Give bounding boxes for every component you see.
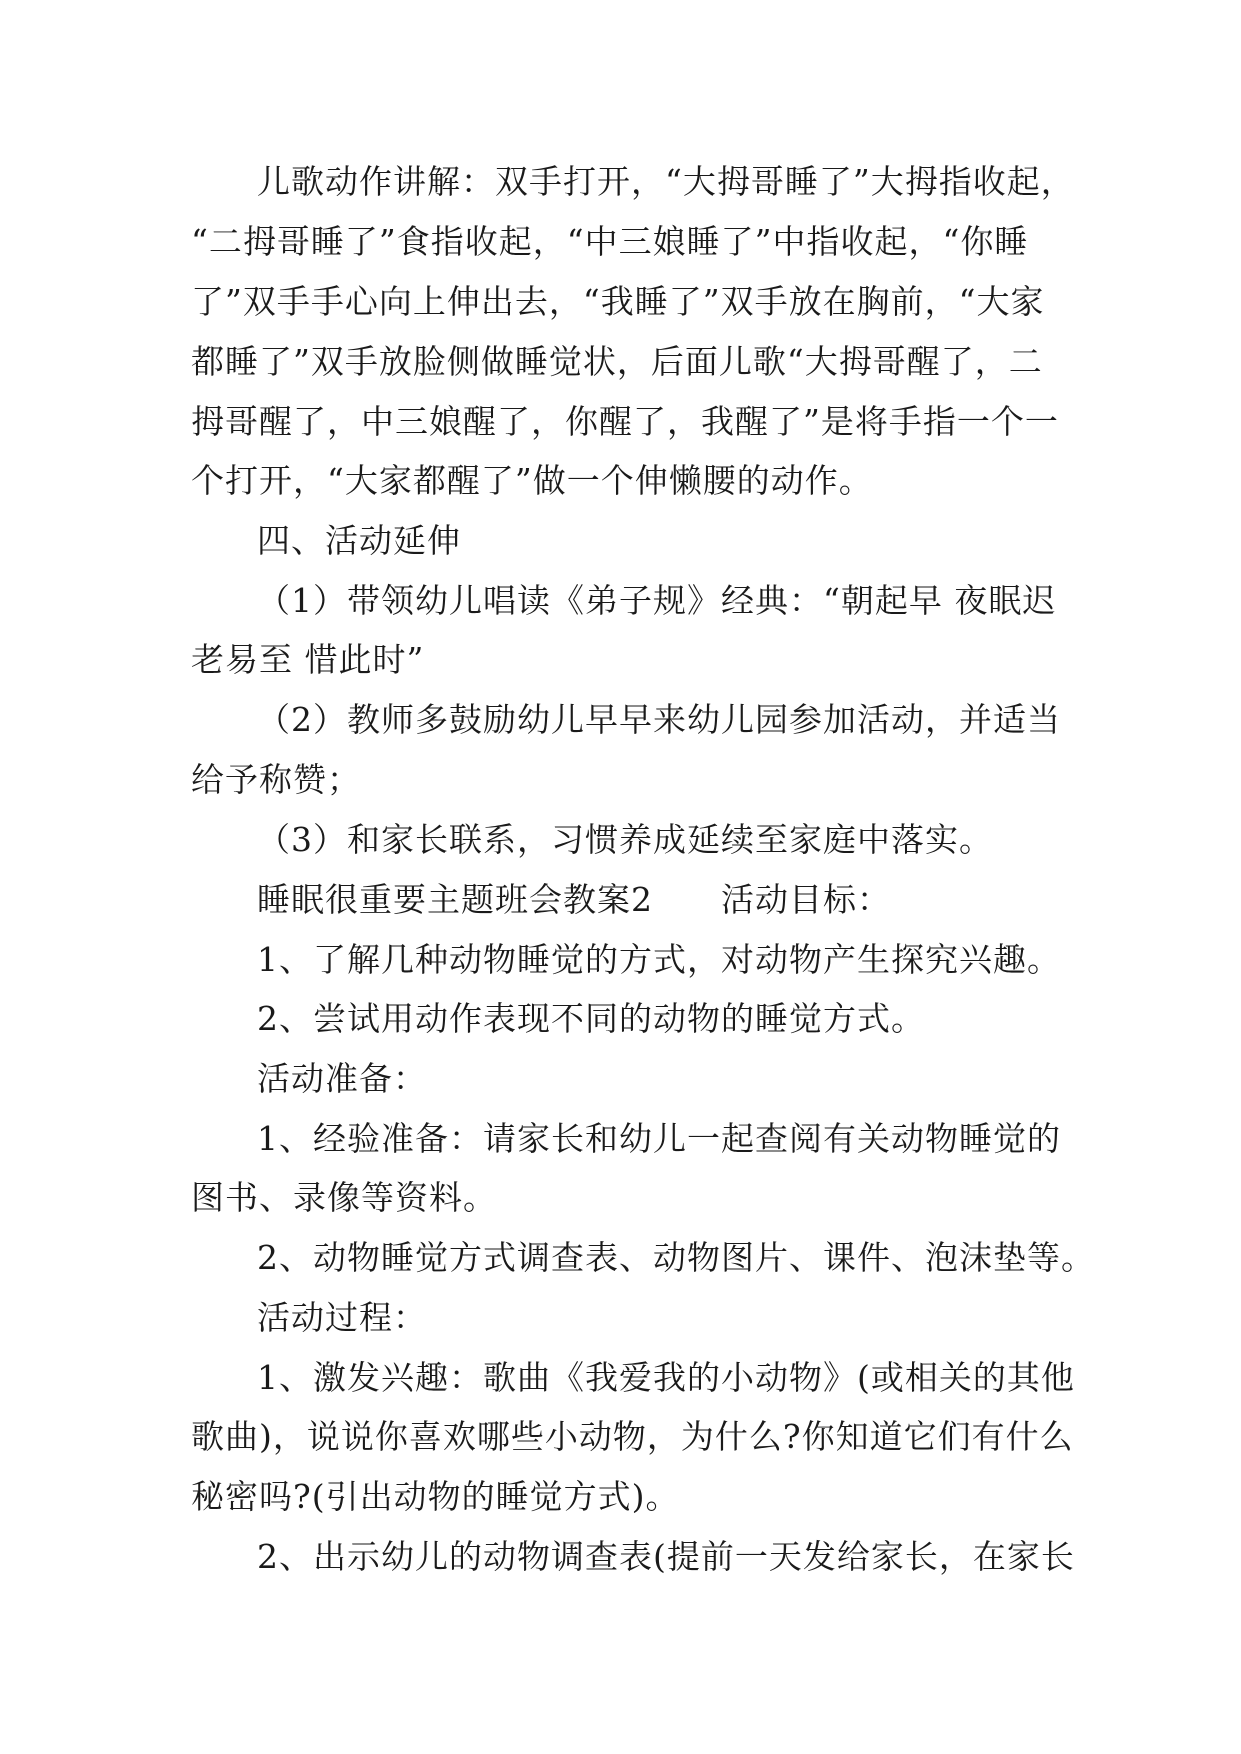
text-line: （3）和家长联系，习惯养成延续至家庭中落实。	[257, 820, 993, 859]
text-line: 图书、录像等资料。	[191, 1178, 497, 1217]
text-line: （2）教师多鼓励幼儿早早来幼儿园参加活动，并适当	[257, 700, 1061, 739]
text-line: （1）带领幼儿唱读《弟子规》经典：“朝起早 夜眠迟	[257, 581, 1057, 620]
section-heading: 四、活动延伸	[257, 521, 461, 560]
text-line: 1、了解几种动物睡觉的方式，对动物产生探究兴趣。	[257, 940, 1061, 979]
text-line: 秘密吗?(引出动物的睡觉方式)。	[191, 1477, 680, 1516]
text-line: 老易至 惜此时”	[191, 640, 425, 679]
text-line: 歌曲)，说说你喜欢哪些小动物，为什么?你知道它们有什么	[191, 1417, 1074, 1456]
text-line: 个打开，“大家都醒了”做一个伸懒腰的动作。	[191, 461, 873, 500]
text-line: 给予称赞；	[191, 760, 361, 799]
text-line: 1、激发兴趣：歌曲《我爱我的小动物》(或相关的其他	[257, 1358, 1075, 1397]
text-line: 2、尝试用动作表现不同的动物的睡觉方式。	[257, 999, 925, 1038]
text-line: “二拇哥睡了”食指收起，“中三娘睡了”中指收起，“你睡	[191, 222, 1029, 261]
text-line: 了”双手手心向上伸出去，“我睡了”双手放在胸前，“大家	[191, 282, 1045, 321]
text-line: 儿歌动作讲解：双手打开，“大拇哥睡了”大拇指收起，	[257, 162, 1075, 201]
text-line: 1、经验准备：请家长和幼儿一起查阅有关动物睡觉的	[257, 1119, 1061, 1158]
section-heading: 活动准备：	[257, 1059, 427, 1098]
section-heading: 睡眠很重要主题班会教案2 活动目标：	[257, 880, 891, 919]
text-line: 2、动物睡觉方式调查表、动物图片、课件、泡沫垫等。	[257, 1238, 1095, 1277]
text-line: 拇哥醒了，中三娘醒了，你醒了，我醒了”是将手指一个一	[191, 402, 1059, 441]
text-line: 2、出示幼儿的动物调查表(提前一天发给家长，在家长	[257, 1537, 1075, 1576]
text-line: 都睡了”双手放脸侧做睡觉状，后面儿歌“大拇哥醒了，二	[191, 342, 1043, 381]
section-heading: 活动过程：	[257, 1298, 427, 1337]
